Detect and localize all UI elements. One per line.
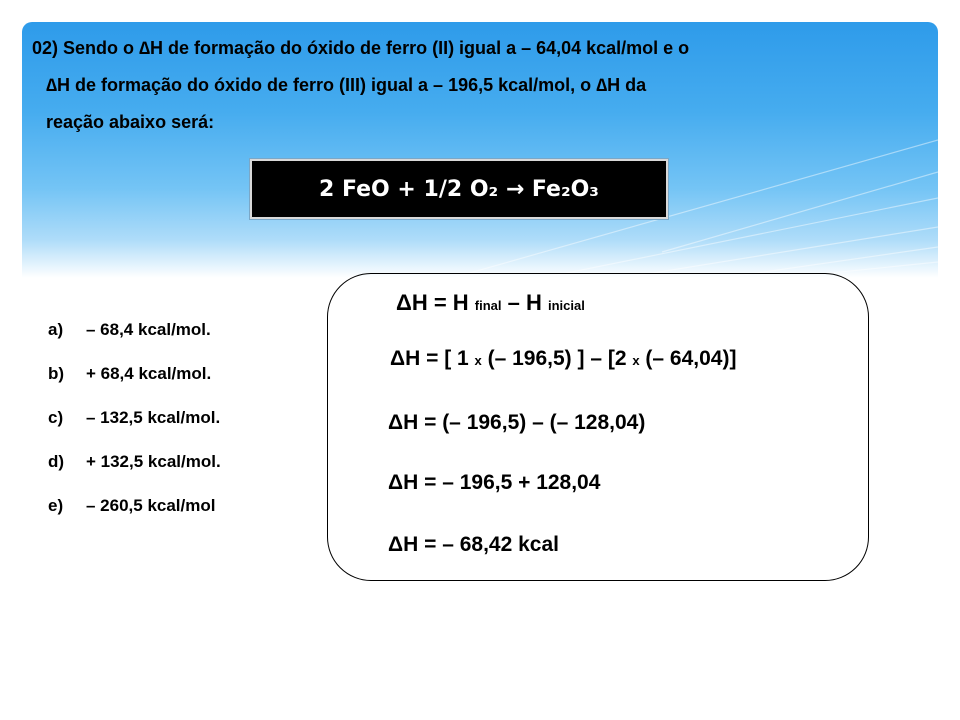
question-line-1: 02) Sendo o ∆H de formação do óxido de ferro (II) igual a – 64,04 kcal/mol e o [32,38,690,58]
question-line-3: reação abaixo será: [46,112,215,132]
option-letter: e) [48,496,64,515]
option-letter: a) [48,320,64,339]
option-d [48,445,221,489]
option-a [48,313,221,357]
question-line-2: ∆H de formação do óxido de ferro (III) igual a – 196,5 kcal/mol, o ∆H da [46,75,647,95]
calc-line-substitution [390,347,736,371]
option-b [48,357,221,401]
calc-subscript: final [474,298,502,313]
calc-text: – H [501,290,548,315]
calc-text: ΔH = H [396,290,475,315]
calc-times: x [632,353,640,368]
option-text: + 68,4 kcal/mol. [86,364,212,383]
calc-text: (– 64,04)] [639,347,737,370]
option-letter: d) [48,452,65,471]
calc-line-4: ΔH = – 196,5 + 128,04 [388,471,601,494]
option-letter: c) [48,408,64,427]
question-text [32,30,928,141]
option-text: + 132,5 kcal/mol. [86,452,221,471]
option-text: – 260,5 kcal/mol [86,496,216,515]
calc-text: ΔH = [ 1 [390,347,475,370]
calc-line-3: ΔH = (– 196,5) – (– 128,04) [388,411,646,434]
option-e [48,489,221,533]
calc-times: x [474,353,482,368]
calc-text: (– 196,5) ] – [2 [481,347,633,370]
calc-line-result: ΔH = – 68,42 kcal [388,533,559,556]
reaction-equation-box [250,159,668,219]
option-letter: b) [48,364,65,383]
option-c [48,401,221,445]
calc-subscript: inicial [547,298,585,313]
option-text: – 68,4 kcal/mol. [86,320,211,339]
answer-options [48,313,221,533]
reaction-equation: 2 FeO + 1/2 O₂ → Fe₂O₃ [319,176,599,202]
option-text: – 132,5 kcal/mol. [86,408,221,427]
calc-line-definition [396,290,585,316]
